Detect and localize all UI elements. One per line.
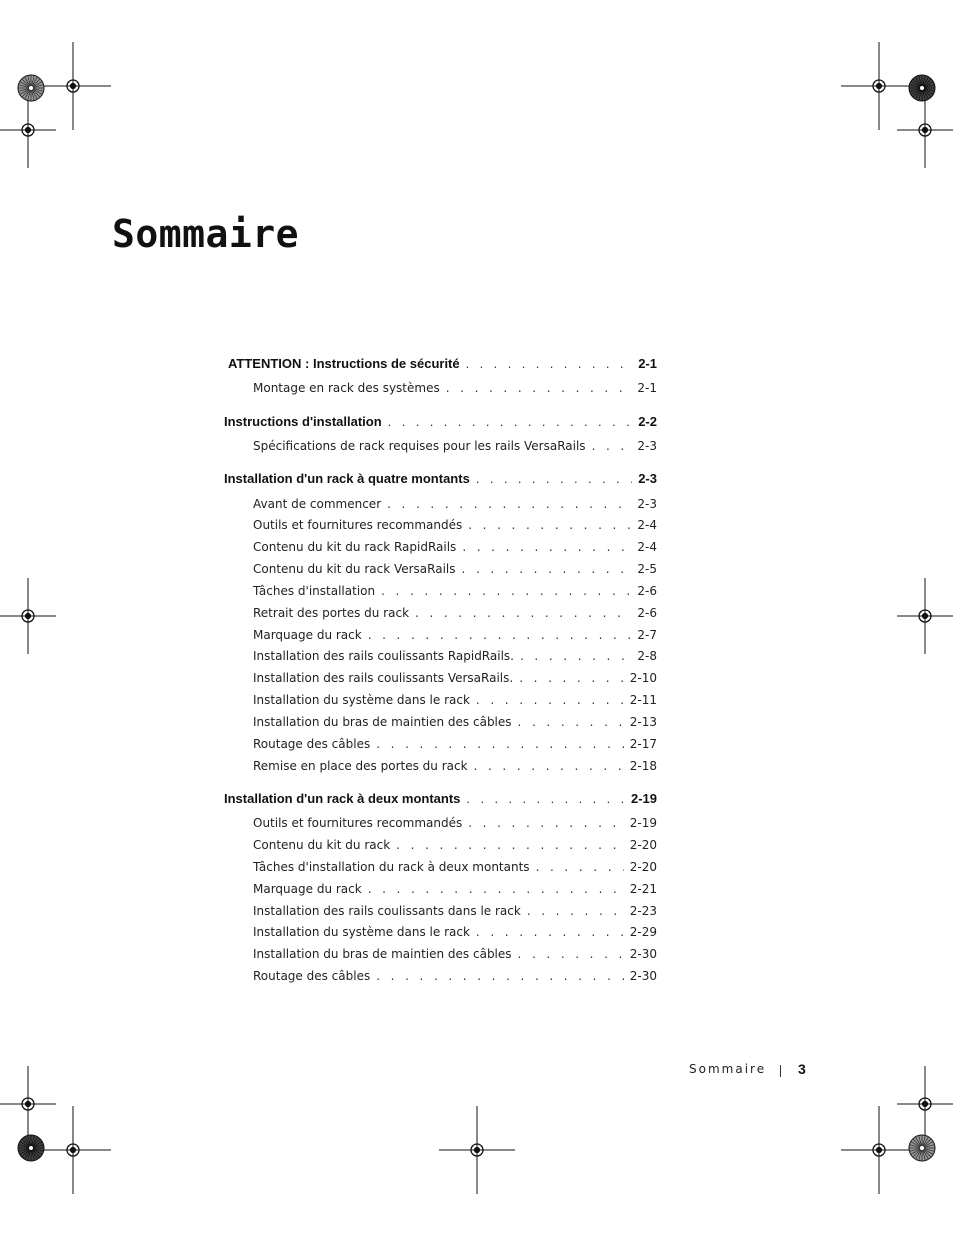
section-page: 2-2 [638, 414, 657, 429]
dot-leader [527, 902, 624, 920]
toc-entry [253, 647, 657, 665]
entry-title: Installation des rails coulissants RapidRails. [253, 649, 514, 663]
toc-entry [253, 880, 657, 898]
entry-title: Outils et fournitures recommandés [253, 518, 463, 532]
dot-leader [462, 560, 632, 578]
entry-title: Remise en place des portes du rack [253, 759, 468, 773]
entry-title: Contenu du kit du rack VersaRails [253, 562, 456, 576]
entry-page: 2-20 [629, 838, 657, 852]
dot-leader [466, 355, 633, 373]
entry-title: Montage en rack des systèmes [253, 381, 440, 395]
toc-section [224, 470, 657, 488]
entry-page: 2-8 [637, 649, 657, 663]
toc-entry [253, 669, 657, 687]
entry-page: 2-7 [637, 628, 657, 642]
dot-leader [518, 945, 624, 963]
section-page: 2-19 [630, 791, 657, 806]
dot-leader [468, 516, 631, 534]
toc-entry [253, 495, 657, 513]
toc-section [228, 355, 657, 373]
footer-title: Sommaire [689, 1062, 767, 1076]
entry-page: 2-30 [629, 947, 657, 961]
toc-entry [253, 945, 657, 963]
dot-leader [474, 757, 624, 775]
dot-leader [520, 647, 631, 665]
dot-leader [592, 437, 632, 455]
toc-entry [253, 582, 657, 600]
dot-leader [368, 626, 632, 644]
entry-title: Contenu du kit du rack [253, 838, 391, 852]
entry-page: 2-4 [637, 518, 657, 532]
toc-entry [253, 626, 657, 644]
dot-leader [387, 495, 631, 513]
entry-title: Contenu du kit du rack RapidRails [253, 540, 457, 554]
toc-entry [253, 757, 657, 775]
toc-entry [253, 538, 657, 556]
entry-title: Retrait des portes du rack [253, 606, 410, 620]
dot-leader [476, 470, 632, 488]
section-title: ATTENTION : Instructions de sécurité [228, 356, 460, 371]
entry-page: 2-6 [637, 584, 657, 598]
entry-page: 2-1 [637, 381, 657, 395]
dot-leader [536, 858, 624, 876]
entry-title: Routage des câbles [253, 969, 371, 983]
dot-leader [376, 735, 624, 753]
toc-section [224, 413, 657, 431]
toc-entry [253, 814, 657, 832]
entry-title: Installation des rails coulissants dans le rack [253, 904, 521, 918]
dot-leader [388, 413, 633, 431]
entry-title: Installation du bras de maintien des câbles [253, 715, 512, 729]
toc-entry [253, 836, 657, 854]
toc-entry [253, 437, 657, 455]
entry-page: 2-21 [629, 882, 657, 896]
toc-entry [253, 379, 657, 397]
entry-title: Installation du bras de maintien des câbles [253, 947, 512, 961]
dot-leader [462, 538, 631, 556]
entry-title: Installation des rails coulissants VersaRails. [253, 671, 514, 685]
entry-title: Installation du système dans le rack [253, 925, 470, 939]
toc-entry [253, 735, 657, 753]
section-title: Instructions d'installation [224, 414, 382, 429]
dot-leader [476, 691, 624, 709]
entry-page: 2-18 [629, 759, 657, 773]
dot-leader [368, 880, 624, 898]
entry-title: Marquage du rack [253, 882, 362, 896]
entry-page: 2-29 [629, 925, 657, 939]
entry-page: 2-30 [629, 969, 657, 983]
entry-page: 2-5 [637, 562, 657, 576]
entry-title: Avant de commencer [253, 497, 382, 511]
page-number: 3 [798, 1061, 806, 1077]
entry-page: 2-11 [629, 693, 657, 707]
toc-entry [253, 967, 657, 985]
dot-leader [381, 582, 631, 600]
dot-leader [396, 836, 624, 854]
section-page: 2-3 [638, 471, 657, 486]
dot-leader [415, 604, 631, 622]
toc-entry [253, 902, 657, 920]
dot-leader [466, 790, 625, 808]
entry-title: Marquage du rack [253, 628, 362, 642]
toc-section [224, 790, 657, 808]
entry-page: 2-19 [629, 816, 657, 830]
toc-entry [253, 713, 657, 731]
dot-leader [468, 814, 624, 832]
section-title: Installation d'un rack à deux montants [224, 791, 461, 806]
entry-title: Outils et fournitures recommandés [253, 816, 463, 830]
entry-title: Spécifications de rack requises pour les rails VersaRails [253, 439, 586, 453]
entry-page: 2-3 [637, 439, 657, 453]
dot-leader [476, 923, 624, 941]
toc-entry [253, 516, 657, 534]
toc-entry [253, 923, 657, 941]
dot-leader [446, 379, 632, 397]
entry-page: 2-17 [629, 737, 657, 751]
toc-entry [253, 560, 657, 578]
entry-page: 2-23 [629, 904, 657, 918]
toc-entry [253, 691, 657, 709]
entry-page: 2-3 [637, 497, 657, 511]
footer-separator [780, 1065, 781, 1077]
entry-title: Tâches d'installation [253, 584, 376, 598]
section-title: Installation d'un rack à quatre montants [224, 471, 470, 486]
entry-page: 2-10 [629, 671, 657, 685]
dot-leader [376, 967, 624, 985]
page-title: Sommaire [112, 212, 300, 256]
entry-page: 2-13 [629, 715, 657, 729]
entry-page: 2-6 [637, 606, 657, 620]
section-page: 2-1 [638, 356, 657, 371]
entry-title: Routage des câbles [253, 737, 371, 751]
dot-leader [519, 669, 624, 687]
entry-page: 2-4 [637, 540, 657, 554]
entry-title: Installation du système dans le rack [253, 693, 470, 707]
toc-entry [253, 604, 657, 622]
entry-page: 2-20 [629, 860, 657, 874]
toc-entry [253, 858, 657, 876]
dot-leader [518, 713, 624, 731]
entry-title: Tâches d'installation du rack à deux montants [253, 860, 530, 874]
